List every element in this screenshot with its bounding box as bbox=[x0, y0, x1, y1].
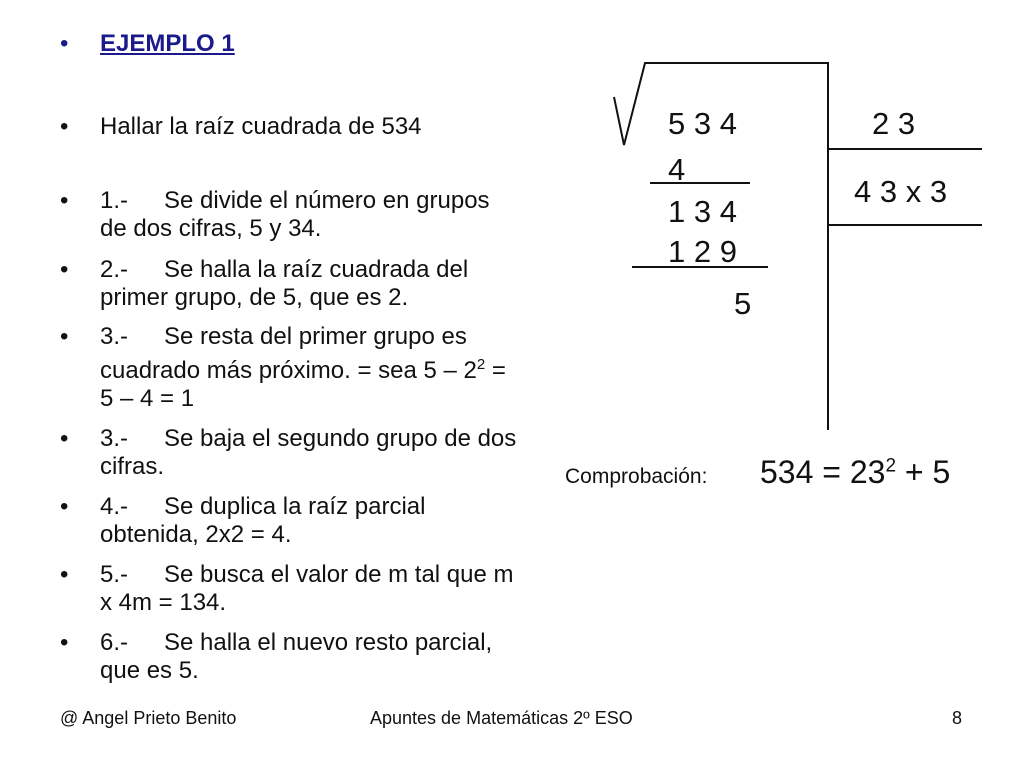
check-exponent: 2 bbox=[885, 455, 897, 477]
step-number: 4.- bbox=[100, 493, 129, 520]
check-eq-right: + 5 bbox=[896, 454, 951, 490]
check-eq-left: 534 = 23 bbox=[760, 454, 886, 490]
bullet-dot: • bbox=[60, 113, 69, 140]
bullet-dot: • bbox=[60, 30, 69, 57]
bullet-text bbox=[100, 561, 520, 617]
helper-product: 4 3 x 3 bbox=[854, 174, 948, 209]
step-number: 3.- bbox=[100, 323, 129, 350]
radicand: 5 3 4 bbox=[668, 106, 737, 141]
footer-page-number: 8 bbox=[952, 708, 963, 728]
step-number: 2.- bbox=[100, 256, 129, 283]
bullet-dot: • bbox=[60, 425, 69, 452]
bullet-dot: • bbox=[60, 323, 69, 350]
step-text-end: = 5 – 4 = 1 bbox=[100, 357, 506, 412]
bullet-text bbox=[100, 323, 520, 413]
check-label: Comprobación: bbox=[565, 465, 708, 488]
slide-title: EJEMPLO 1 bbox=[100, 30, 235, 57]
bullet-text: Hallar la raíz cuadrada de 534 bbox=[100, 113, 422, 140]
remainder-1: 1 3 4 bbox=[668, 194, 737, 229]
footer-course: Apuntes de Matemáticas 2º ESO bbox=[370, 708, 633, 728]
bullet-text bbox=[100, 187, 520, 243]
step-text: Se busca el valor de m tal que m x 4m = 134. bbox=[100, 561, 514, 616]
final-remainder: 5 bbox=[734, 286, 752, 321]
step-text: Se resta del primer grupo es cuadrado más próximo. = sea 5 – 2 bbox=[100, 323, 477, 384]
step-text: Se halla la raíz cuadrada del primer grupo, de 5, que es 2. bbox=[100, 256, 469, 311]
step-text: Se halla el nuevo resto parcial, que es 5. bbox=[100, 629, 493, 684]
subtract-2: 1 2 9 bbox=[668, 234, 737, 269]
step-text: Se baja el segundo grupo de dos cifras. bbox=[100, 425, 517, 480]
bullet-dot: • bbox=[60, 561, 69, 588]
step-number: 1.- bbox=[100, 187, 129, 214]
bullet-text bbox=[100, 493, 520, 549]
footer-author: @ Angel Prieto Benito bbox=[60, 708, 237, 728]
step-text: Se divide el número en grupos de dos cifras, 5 y 34. bbox=[100, 187, 490, 242]
bullet-text bbox=[100, 629, 520, 685]
first-square: 4 bbox=[668, 152, 686, 187]
check-equation bbox=[760, 454, 950, 491]
bullet-text bbox=[100, 256, 520, 312]
step-number: 3.- bbox=[100, 425, 129, 452]
square-root-diagram bbox=[600, 55, 1000, 435]
bullet-dot: • bbox=[60, 493, 69, 520]
step-text: Se duplica la raíz parcial obtenida, 2x2 = 4. bbox=[100, 493, 426, 548]
exponent: 2 bbox=[476, 356, 486, 373]
bullet-dot: • bbox=[60, 187, 69, 214]
bullet-dot: • bbox=[60, 629, 69, 656]
radical-sign-icon bbox=[600, 55, 1000, 435]
step-number: 6.- bbox=[100, 629, 129, 656]
root-result: 2 3 bbox=[872, 106, 916, 141]
bullet-text bbox=[100, 425, 520, 481]
step-number: 5.- bbox=[100, 561, 129, 588]
bullet-dot: • bbox=[60, 256, 69, 283]
